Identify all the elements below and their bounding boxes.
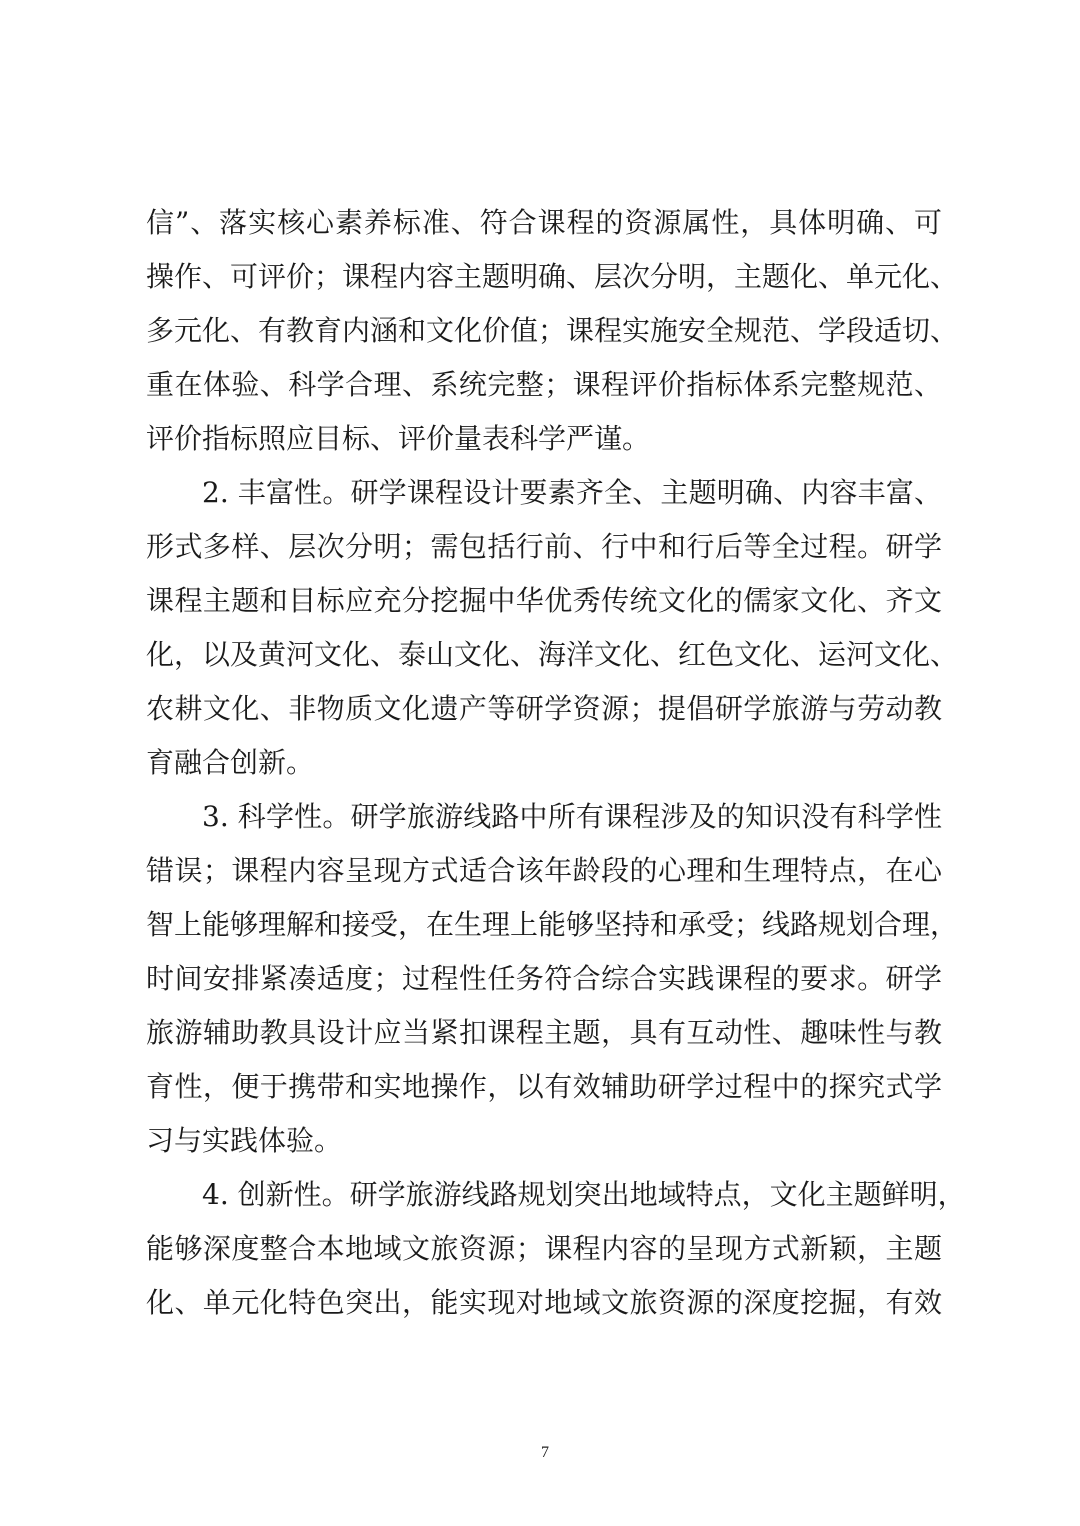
text-line: 农耕文化、非物质文化遗产等研学资源；提倡研学旅游与劳动教 xyxy=(146,692,942,725)
text-line: 错误；课程内容呈现方式适合该年龄段的心理和生理特点，在心 xyxy=(146,854,942,887)
text-line: 化，以及黄河文化、泰山文化、海洋文化、红色文化、运河文化、 xyxy=(146,638,959,671)
paragraph-first-line: 4. 创新性。研学旅游线路规划突出地域特点，文化主题鲜明， xyxy=(202,1178,966,1211)
text-line: 旅游辅助教具设计应当紧扣课程主题，具有互动性、趣味性与教 xyxy=(146,1016,942,1049)
page-number: 7 xyxy=(541,1444,549,1461)
text-line: 重在体验、科学合理、系统完整；课程评价指标体系完整规范、 xyxy=(146,368,942,401)
text-line: 育融合创新。 xyxy=(146,746,315,779)
text-line: 育性，便于携带和实地操作，以有效辅助研学过程中的探究式学 xyxy=(146,1070,942,1103)
paragraph-first-line: 2. 丰富性。研学课程设计要素齐全、主题明确、内容丰富、 xyxy=(202,476,942,509)
text-line: 操作、可评价；课程内容主题明确、层次分明，主题化、单元化、 xyxy=(146,260,959,293)
text-line: 时间安排紧凑适度；过程性任务符合综合实践课程的要求。研学 xyxy=(146,962,942,995)
text-line: 评价指标照应目标、评价量表科学严谨。 xyxy=(146,422,651,455)
text-line: 习与实践体验。 xyxy=(146,1124,343,1157)
paragraph-first-line: 3. 科学性。研学旅游线路中所有课程涉及的知识没有科学性 xyxy=(202,800,942,833)
text-line: 课程主题和目标应充分挖掘中华优秀传统文化的儒家文化、齐文 xyxy=(146,584,942,617)
text-line: 多元化、有教育内涵和文化价值；课程实施安全规范、学段适切、 xyxy=(146,314,959,347)
text-line: 智上能够理解和接受，在生理上能够坚持和承受；线路规划合理， xyxy=(146,908,959,941)
text-line: 信”、落实核心素养标准、符合课程的资源属性，具体明确、可 xyxy=(146,206,942,239)
text-line: 能够深度整合本地域文旅资源；课程内容的呈现方式新颖，主题 xyxy=(146,1232,942,1265)
text-line: 化、单元化特色突出，能实现对地域文旅资源的深度挖掘，有效 xyxy=(146,1286,942,1319)
text-line: 形式多样、层次分明；需包括行前、行中和行后等全过程。研学 xyxy=(146,530,942,563)
